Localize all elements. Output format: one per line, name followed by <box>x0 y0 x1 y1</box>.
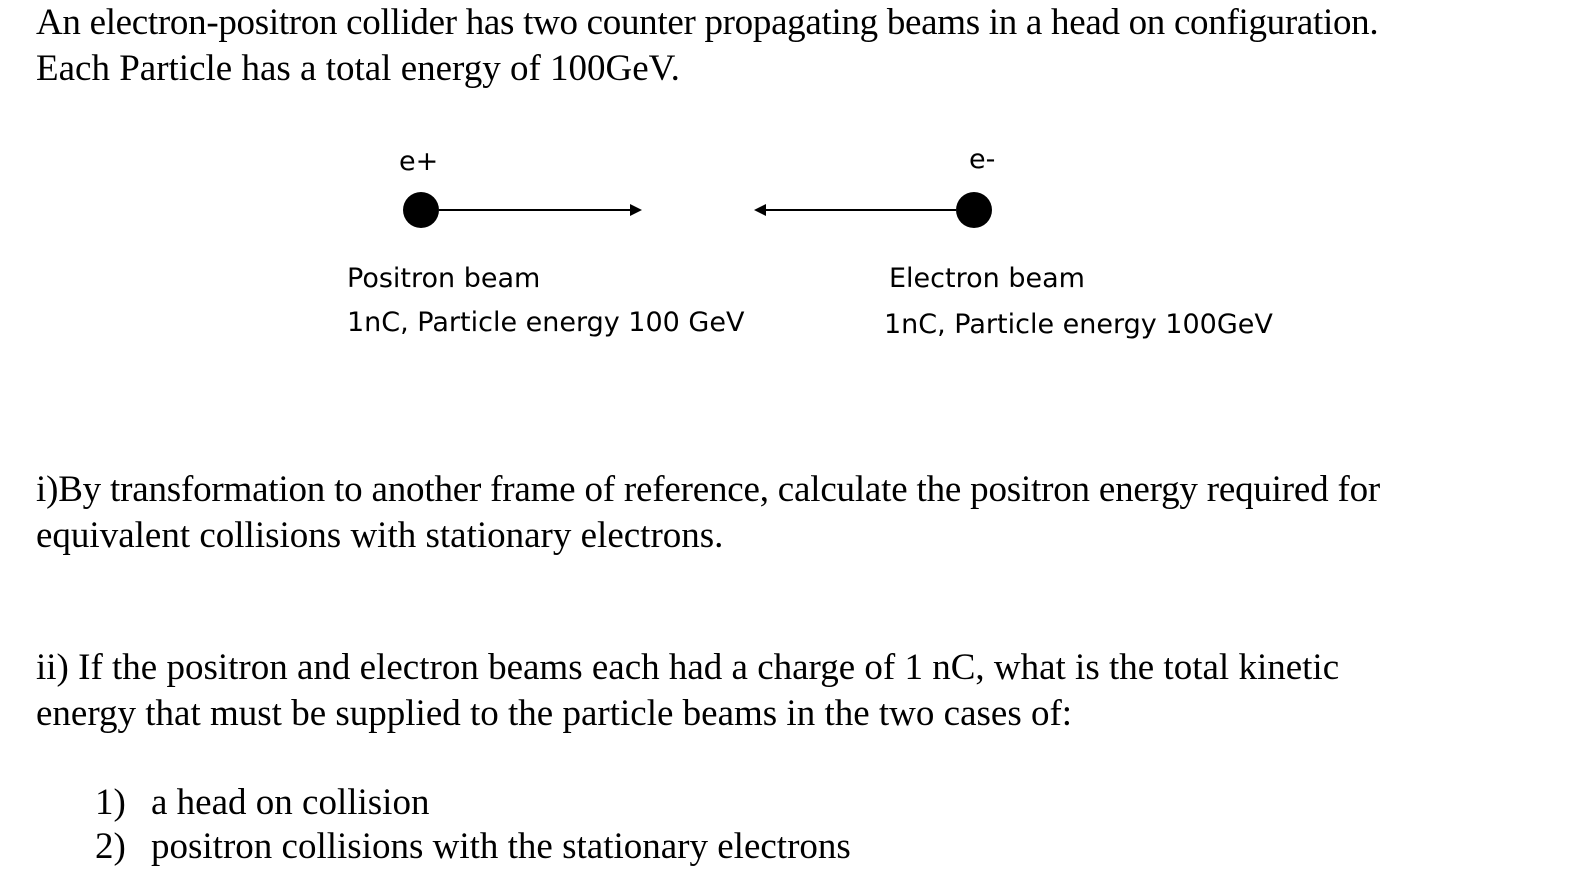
positron-beam-details: 1nC, Particle energy 100 GeV <box>347 307 745 338</box>
question-i <box>36 467 1380 559</box>
intro-paragraph <box>36 0 1378 92</box>
list-item-number: 1) <box>95 782 126 823</box>
positron-beam-name: Positron beam <box>347 263 541 294</box>
list-item-text: positron collisions with the stationary electrons <box>151 826 851 867</box>
positron-symbol-label: e+ <box>399 146 439 177</box>
question-i-line-2: equivalent collisions with stationary electrons. <box>36 515 724 556</box>
list-item <box>95 824 851 870</box>
list-item-number: 2) <box>95 826 126 867</box>
list-item-text: a head on collision <box>151 782 430 823</box>
question-ii-line-2: energy that must be supplied to the particle beams in the two cases of: <box>36 693 1073 734</box>
intro-line-1: An electron-positron collider has two counter propagating beams in a head on configuration. <box>36 2 1379 43</box>
list-item <box>95 780 429 826</box>
electron-particle-dot <box>956 192 992 228</box>
intro-line-2: Each Particle has a total energy of 100GeV. <box>36 48 680 89</box>
positron-particle-dot <box>403 192 439 228</box>
electron-symbol-label: e- <box>969 144 996 175</box>
question-ii <box>36 645 1339 737</box>
question-i-line-1: i)By transformation to another frame of reference, calculate the positron energy required for <box>36 469 1380 510</box>
electron-beam-name: Electron beam <box>889 263 1085 294</box>
electron-beam-details: 1nC, Particle energy 100GeV <box>884 309 1273 340</box>
question-ii-line-1: ii) If the positron and electron beams each had a charge of 1 nC, what is the total kinetic <box>36 647 1340 688</box>
